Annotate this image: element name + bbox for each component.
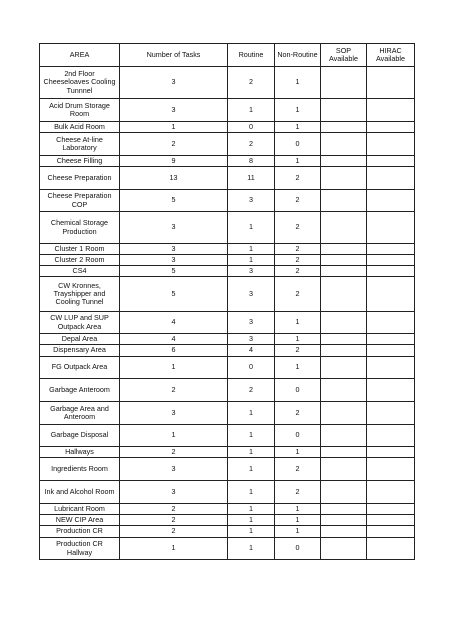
non-routine-cell: 2: [275, 277, 321, 312]
sop-cell: [321, 481, 367, 504]
hirac-cell: [367, 122, 415, 133]
tasks-cell: 3: [120, 212, 228, 244]
non-routine-cell: 1: [275, 447, 321, 458]
non-routine-cell: 2: [275, 167, 321, 190]
tasks-cell: 6: [120, 345, 228, 357]
table-row: [40, 447, 415, 458]
non-routine-cell: 2: [275, 458, 321, 481]
hirac-cell: [367, 481, 415, 504]
sop-cell: [321, 402, 367, 425]
sop-cell: [321, 255, 367, 266]
table-row: [40, 402, 415, 425]
sop-cell: [321, 190, 367, 212]
non-routine-cell: 0: [275, 133, 321, 156]
non-routine-cell: 1: [275, 357, 321, 379]
non-routine-cell: 1: [275, 99, 321, 122]
hirac-cell: [367, 277, 415, 312]
tasks-cell: 2: [120, 504, 228, 515]
non-routine-cell: 2: [275, 266, 321, 277]
routine-cell: 3: [228, 190, 275, 212]
area-cell: Cluster 2 Room: [40, 255, 120, 266]
hirac-cell: [367, 334, 415, 345]
area-cell: Dispensary Area: [40, 345, 120, 357]
table-row: [40, 334, 415, 345]
hirac-cell: [367, 515, 415, 526]
area-cell: Lubricant Room: [40, 504, 120, 515]
routine-cell: 1: [228, 526, 275, 538]
hirac-cell: [367, 133, 415, 156]
table-row: [40, 266, 415, 277]
table-row: [40, 212, 415, 244]
table-row: [40, 345, 415, 357]
tasks-cell: 1: [120, 357, 228, 379]
area-cell: Acid Drum Storage Room: [40, 99, 120, 122]
header-sop-available: SOP Available: [321, 44, 367, 67]
non-routine-cell: 1: [275, 156, 321, 167]
hirac-cell: [367, 167, 415, 190]
table-row: [40, 312, 415, 334]
area-cell: Production CR: [40, 526, 120, 538]
tasks-cell: 3: [120, 402, 228, 425]
tasks-cell: 3: [120, 255, 228, 266]
table-row: [40, 122, 415, 133]
tasks-cell: 2: [120, 447, 228, 458]
sop-cell: [321, 334, 367, 345]
sop-cell: [321, 458, 367, 481]
sop-cell: [321, 122, 367, 133]
sop-cell: [321, 67, 367, 99]
header-number-of-tasks: Number of Tasks: [120, 44, 228, 67]
sop-cell: [321, 345, 367, 357]
hirac-cell: [367, 357, 415, 379]
tasks-cell: 1: [120, 425, 228, 447]
routine-cell: 2: [228, 67, 275, 99]
routine-cell: 1: [228, 481, 275, 504]
tasks-cell: 5: [120, 277, 228, 312]
tasks-cell: 2: [120, 515, 228, 526]
sop-cell: [321, 266, 367, 277]
non-routine-cell: 0: [275, 379, 321, 402]
non-routine-cell: 1: [275, 526, 321, 538]
area-cell: Cheese At-line Laboratory: [40, 133, 120, 156]
table-row: [40, 190, 415, 212]
header-area: AREA: [40, 44, 120, 67]
tasks-cell: 3: [120, 244, 228, 255]
routine-cell: 1: [228, 515, 275, 526]
non-routine-cell: 2: [275, 345, 321, 357]
area-cell: CW Kronnes, Trayshipper and Cooling Tunnel: [40, 277, 120, 312]
area-cell: Chemical Storage Production: [40, 212, 120, 244]
sop-cell: [321, 425, 367, 447]
table-row: [40, 167, 415, 190]
tasks-cell: 13: [120, 167, 228, 190]
routine-cell: 3: [228, 277, 275, 312]
area-cell: Garbage Anteroom: [40, 379, 120, 402]
hirac-cell: [367, 156, 415, 167]
sop-cell: [321, 167, 367, 190]
area-cell: FG Outpack Area: [40, 357, 120, 379]
area-cell: 2nd Floor Cheeseloaves Cooling Tunnnel: [40, 67, 120, 99]
non-routine-cell: 2: [275, 212, 321, 244]
hirac-cell: [367, 99, 415, 122]
header-hirac-available: HIRAC Available: [367, 44, 415, 67]
table-row: [40, 458, 415, 481]
tasks-cell: 3: [120, 99, 228, 122]
area-cell: CS4: [40, 266, 120, 277]
area-cell: Bulk Acid Room: [40, 122, 120, 133]
tasks-cell: 3: [120, 67, 228, 99]
routine-cell: 1: [228, 538, 275, 560]
table-row: [40, 277, 415, 312]
table-row: [40, 538, 415, 560]
non-routine-cell: 2: [275, 190, 321, 212]
routine-cell: 1: [228, 255, 275, 266]
table-header: [40, 44, 415, 67]
header-non-routine: Non-Routine: [275, 44, 321, 67]
area-cell: Production CR Hallway: [40, 538, 120, 560]
table-row: [40, 425, 415, 447]
hirac-cell: [367, 447, 415, 458]
hirac-cell: [367, 379, 415, 402]
tasks-cell: 3: [120, 458, 228, 481]
hirac-cell: [367, 255, 415, 266]
area-cell: NEW CIP Area: [40, 515, 120, 526]
table-row: [40, 67, 415, 99]
routine-cell: 1: [228, 425, 275, 447]
sop-cell: [321, 244, 367, 255]
sop-cell: [321, 357, 367, 379]
routine-cell: 1: [228, 212, 275, 244]
table-row: [40, 515, 415, 526]
sop-cell: [321, 447, 367, 458]
routine-cell: 3: [228, 266, 275, 277]
area-cell: Ink and Alcohol Room: [40, 481, 120, 504]
routine-cell: 1: [228, 244, 275, 255]
hirac-cell: [367, 538, 415, 560]
table-row: [40, 244, 415, 255]
area-cell: Garbage Area and Anteroom: [40, 402, 120, 425]
table-row: [40, 526, 415, 538]
sop-cell: [321, 212, 367, 244]
area-cell: Ingredients Room: [40, 458, 120, 481]
header-row: [40, 44, 415, 67]
hirac-cell: [367, 190, 415, 212]
tasks-cell: 2: [120, 133, 228, 156]
routine-cell: 3: [228, 312, 275, 334]
non-routine-cell: 1: [275, 67, 321, 99]
table-body: [40, 67, 415, 560]
header-routine: Routine: [228, 44, 275, 67]
sop-cell: [321, 526, 367, 538]
routine-cell: 2: [228, 133, 275, 156]
sop-cell: [321, 379, 367, 402]
hirac-cell: [367, 526, 415, 538]
routine-cell: 1: [228, 504, 275, 515]
area-cell: CW LUP and SUP Outpack Area: [40, 312, 120, 334]
table-row: [40, 255, 415, 266]
tasks-cell: 9: [120, 156, 228, 167]
non-routine-cell: 2: [275, 481, 321, 504]
tasks-cell: 1: [120, 122, 228, 133]
tasks-cell: 1: [120, 538, 228, 560]
routine-cell: 2: [228, 379, 275, 402]
routine-cell: 11: [228, 167, 275, 190]
sop-cell: [321, 538, 367, 560]
routine-cell: 0: [228, 122, 275, 133]
area-cell: Cheese Preparation: [40, 167, 120, 190]
tasks-cell: 2: [120, 526, 228, 538]
table-row: [40, 156, 415, 167]
hirac-cell: [367, 67, 415, 99]
non-routine-cell: 1: [275, 312, 321, 334]
sop-cell: [321, 312, 367, 334]
table-row: [40, 357, 415, 379]
non-routine-cell: 1: [275, 515, 321, 526]
non-routine-cell: 1: [275, 504, 321, 515]
area-cell: Garbage Disposal: [40, 425, 120, 447]
non-routine-cell: 1: [275, 334, 321, 345]
sop-cell: [321, 504, 367, 515]
non-routine-cell: 2: [275, 244, 321, 255]
routine-cell: 3: [228, 334, 275, 345]
hirac-cell: [367, 402, 415, 425]
table-row: [40, 133, 415, 156]
routine-cell: 1: [228, 402, 275, 425]
hirac-cell: [367, 458, 415, 481]
non-routine-cell: 0: [275, 425, 321, 447]
non-routine-cell: 2: [275, 402, 321, 425]
routine-cell: 0: [228, 357, 275, 379]
sop-cell: [321, 515, 367, 526]
sop-cell: [321, 277, 367, 312]
tasks-cell: 5: [120, 190, 228, 212]
area-cell: Cheese Filling: [40, 156, 120, 167]
routine-cell: 8: [228, 156, 275, 167]
table-row: [40, 504, 415, 515]
area-cell: Cheese Preparation COP: [40, 190, 120, 212]
area-cell: Cluster 1 Room: [40, 244, 120, 255]
tasks-cell: 2: [120, 379, 228, 402]
tasks-cell: 4: [120, 334, 228, 345]
non-routine-cell: 2: [275, 255, 321, 266]
sop-cell: [321, 133, 367, 156]
table-row: [40, 99, 415, 122]
tasks-cell: 3: [120, 481, 228, 504]
routine-cell: 1: [228, 99, 275, 122]
hirac-cell: [367, 425, 415, 447]
hirac-cell: [367, 504, 415, 515]
sop-cell: [321, 99, 367, 122]
routine-cell: 1: [228, 447, 275, 458]
tasks-cell: 5: [120, 266, 228, 277]
tasks-cell: 4: [120, 312, 228, 334]
hirac-cell: [367, 266, 415, 277]
hirac-cell: [367, 212, 415, 244]
routine-cell: 1: [228, 458, 275, 481]
sop-cell: [321, 156, 367, 167]
hirac-cell: [367, 345, 415, 357]
task-summary-table: [39, 43, 415, 560]
area-cell: Depal Area: [40, 334, 120, 345]
table-row: [40, 481, 415, 504]
non-routine-cell: 1: [275, 122, 321, 133]
area-cell: Hallways: [40, 447, 120, 458]
table-row: [40, 379, 415, 402]
hirac-cell: [367, 244, 415, 255]
routine-cell: 4: [228, 345, 275, 357]
hirac-cell: [367, 312, 415, 334]
non-routine-cell: 0: [275, 538, 321, 560]
